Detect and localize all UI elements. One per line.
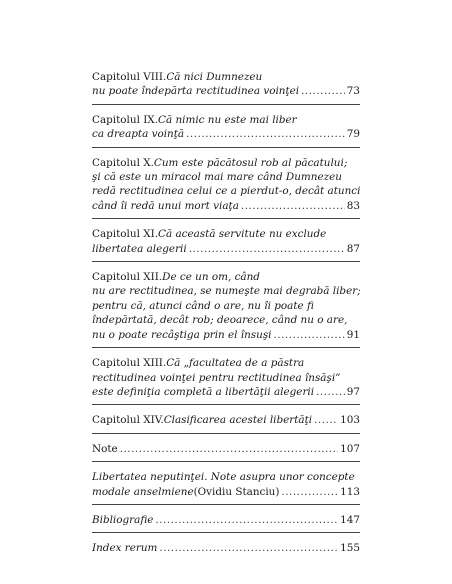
- toc-entry-text: este definiţia completă a libertăţii alegerii: [92, 385, 315, 398]
- table-of-contents: [92, 70, 360, 556]
- toc-entry[interactable]: [92, 227, 360, 256]
- entry-separator: [92, 347, 360, 348]
- toc-entry-line: [92, 413, 360, 427]
- toc-entry-line: [92, 485, 360, 499]
- toc-entry-line: [92, 127, 360, 141]
- toc-entry-text: Clasificarea acestei libertăţi: [163, 414, 313, 427]
- toc-entry-text: De ce un om, când: [162, 271, 260, 284]
- page-number: 97: [346, 385, 360, 398]
- toc-entry-text: Note: [92, 442, 118, 455]
- toc-entry-text: rectitudinea voinţei pentru rectitudinea însăşi”: [92, 371, 341, 384]
- toc-entry-line: [92, 356, 360, 370]
- toc-entry-line: [92, 299, 360, 313]
- entry-separator: [92, 433, 360, 434]
- page-number: 147: [340, 513, 360, 526]
- toc-entry-text: Cum este păcătosul rob al păcatului;: [153, 156, 348, 169]
- dot-leader: [120, 442, 338, 456]
- toc-entry-line: [92, 199, 360, 213]
- entry-separator: [92, 504, 360, 505]
- toc-entry-line: [92, 284, 360, 298]
- toc-entry-text: (Ovidiu Stanciu): [193, 485, 280, 498]
- toc-entry-line: [92, 470, 360, 484]
- dot-leader: [314, 413, 338, 427]
- page-number: 155: [340, 542, 360, 555]
- toc-entry[interactable]: [92, 442, 360, 456]
- toc-entry-text: Că „facultatea de a păstra: [166, 357, 305, 370]
- toc-entry-text: Capitolul IX.: [92, 113, 158, 126]
- toc-entry[interactable]: [92, 541, 360, 555]
- toc-entry-text: Bibliografie: [92, 513, 154, 526]
- toc-entry[interactable]: [92, 470, 360, 499]
- toc-entry[interactable]: [92, 413, 360, 427]
- toc-entry-text: nu poate îndepărta rectitudinea voinţei: [92, 85, 300, 98]
- toc-entry-text: modale anselmiene: [92, 485, 194, 498]
- toc-entry-text: Libertatea neputinţei. Note asupra unor concepte: [92, 471, 355, 484]
- toc-entry-text: când îi redă unui mort viaţa: [92, 199, 239, 212]
- entry-separator: [92, 218, 360, 219]
- toc-entry-text: pentru că, atunci când o are, nu îi poate fi: [92, 299, 314, 312]
- page-number: 79: [346, 128, 360, 141]
- toc-entry-line: [92, 442, 360, 456]
- toc-entry-text: redă rectitudinea celui ce a pierdut-o, decât atunci: [92, 185, 361, 198]
- toc-entry[interactable]: [92, 113, 360, 142]
- dot-leader: [159, 541, 338, 555]
- toc-entry-text: nu are rectitudinea, se numeşte mai degrabă liber;: [92, 285, 361, 298]
- toc-entry-text: şi că este un miracol mai mare când Dumnezeu: [92, 171, 342, 184]
- toc-entry-line: [92, 385, 360, 399]
- toc-entry-text: Index rerum: [92, 542, 158, 555]
- toc-entry[interactable]: [92, 356, 360, 399]
- toc-entry-text: Că nimic nu este mai liber: [158, 113, 297, 126]
- dot-leader: [274, 328, 345, 342]
- dot-leader: [189, 242, 345, 256]
- toc-entry-text: ca dreapta voinţă: [92, 128, 185, 141]
- toc-entry-text: Capitolul VIII.: [92, 71, 167, 83]
- toc-entry-line: [92, 113, 360, 127]
- toc-entry-line: [92, 227, 360, 241]
- page-number: 103: [340, 414, 360, 427]
- toc-entry-line: [92, 541, 360, 555]
- toc-entry-text: îndepărtată, decât rob; deoarece, când nu o are,: [92, 314, 348, 327]
- toc-entry-line: [92, 242, 360, 256]
- dot-leader: [241, 199, 345, 213]
- page-number: 83: [346, 199, 360, 212]
- toc-entry-text: Capitolul XIII.: [92, 357, 167, 370]
- page-number: 87: [346, 242, 360, 255]
- toc-entry-line: [92, 313, 360, 327]
- page-number: 73: [346, 85, 360, 98]
- entry-separator: [92, 261, 360, 262]
- toc-entry-line: [92, 70, 360, 84]
- toc-entry[interactable]: [92, 70, 360, 99]
- toc-entry-text: libertatea alegerii: [92, 242, 187, 255]
- toc-entry-line: [92, 84, 360, 98]
- entry-separator: [92, 147, 360, 148]
- toc-entry[interactable]: [92, 156, 360, 214]
- dot-leader: [186, 127, 345, 141]
- dot-leader: [301, 84, 345, 98]
- toc-entry-line: [92, 270, 360, 284]
- toc-entry-line: [92, 371, 360, 385]
- toc-entry[interactable]: [92, 513, 360, 527]
- page-number: 113: [340, 485, 360, 498]
- toc-entry-line: [92, 513, 360, 527]
- page-number: 91: [346, 328, 360, 341]
- entry-separator: [92, 404, 360, 405]
- entry-separator: [92, 461, 360, 462]
- toc-entry-text: nu o poate recâştiga prin el însuşi: [92, 328, 272, 341]
- toc-entry-line: [92, 156, 360, 170]
- dot-leader: [155, 513, 338, 527]
- toc-entry-text: Capitolul XI.: [92, 228, 158, 241]
- entry-separator: [92, 104, 360, 105]
- toc-entry-text: Că nici Dumnezeu: [166, 71, 263, 83]
- toc-entry-text: Capitolul XIV.: [92, 414, 164, 427]
- dot-leader: [316, 385, 345, 399]
- page-number: 107: [340, 442, 360, 455]
- toc-entry-text: Capitolul XII.: [92, 271, 163, 284]
- toc-entry-text: Că această servitute nu exclude: [158, 228, 327, 241]
- toc-entry-line: [92, 328, 360, 342]
- entry-separator: [92, 532, 360, 533]
- dot-leader: [281, 485, 338, 499]
- toc-entry-text: Capitolul X.: [92, 156, 154, 169]
- toc-entry[interactable]: [92, 270, 360, 342]
- toc-entry-line: [92, 170, 360, 184]
- toc-entry-line: [92, 184, 360, 198]
